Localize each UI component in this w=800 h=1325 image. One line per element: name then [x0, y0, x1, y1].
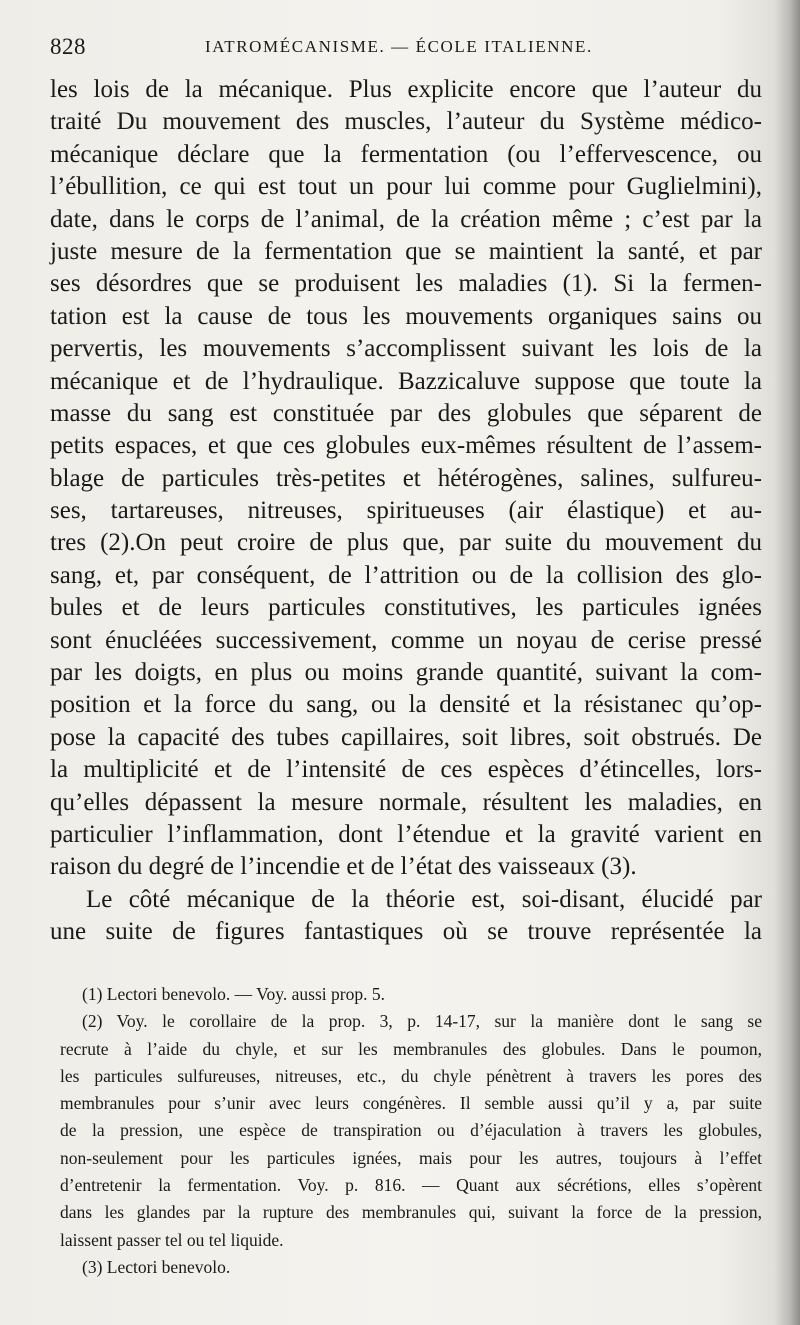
body-line: traité Du mouvement des muscles, l’auteur du Système médico- — [50, 108, 762, 136]
body-line: l’ébullition, ce qui est tout un pour lui comme pour Guglielmini), — [50, 173, 762, 201]
running-head: IATROMÉCANISME. — ÉCOLE ITALIENNE. — [205, 37, 593, 56]
footnote-line: membranules pour s’unir avec leurs congénères. Il semble aussi qu’il y a, par suite — [60, 1093, 762, 1114]
body-line: la multiplicité et de l’intensité de ces espèces d’étincelles, lors- — [50, 756, 762, 784]
body-line: masse du sang est constituée par des globules que séparent de — [50, 399, 762, 427]
body-line: pervertis, les mouvements s’accomplissent suivant les lois de la — [50, 335, 762, 363]
page-header — [50, 34, 760, 64]
body-line: date, dans le corps de l’animal, de la création même ; c’est par la — [50, 205, 762, 233]
body-line: par les doigts, en plus ou moins grande quantité, suivant la com- — [50, 659, 762, 687]
body-line: ses, tartareuses, nitreuses, spiritueuses (air élastique) et au- — [50, 497, 762, 525]
footnotes — [60, 981, 762, 1281]
page-number: 828 — [50, 34, 86, 59]
footnote-line: (2) Voy. le corollaire de la prop. 3, p. 14-17, sur la manière dont le sang se — [82, 1011, 762, 1032]
body-line: sang, et, par conséquent, de l’attrition ou de la collision des glo- — [50, 561, 762, 589]
footnote-line: (1) Lectori benevolo. — Voy. aussi prop. 5. — [82, 984, 385, 1004]
body-line: une suite de figures fantastiques où se trouve représentée la — [50, 918, 762, 946]
body-line: Le côté mécanique de la théorie est, soi-disant, élucidé par — [86, 885, 762, 913]
body-line: les lois de la mécanique. Plus explicite encore que l’auteur du — [50, 76, 762, 103]
footnote-line: les particules sulfureuses, nitreuses, etc., du chyle pénètrent à travers les pores des — [60, 1065, 762, 1086]
body-line: ses désordres que se produisent les maladies (1). Si la fermen- — [50, 270, 762, 298]
footnote-line: (3) Lectori benevolo. — [82, 1256, 231, 1277]
footnote-line: recrute à l’aide du chyle, et sur les membranules des globules. Dans le poumon, — [60, 1038, 762, 1059]
body-line: mécanique et de l’hydraulique. Bazzicaluve suppose que toute la — [50, 367, 762, 395]
footnote-line: dans les glandes par la rupture des membranules qui, suivant la force de la pression, — [60, 1202, 762, 1223]
body-line: raison du degré de l’incendie et de l’état des vaisseaux (3). — [50, 853, 637, 881]
body-line: position et la force du sang, ou la densité et la résistanec qu’op- — [50, 691, 762, 719]
binding-shadow — [774, 0, 800, 1325]
body-line: tation est la cause de tous les mouvements organiques sains ou — [50, 302, 762, 330]
body-line: bules et de leurs particules constitutives, les particules ignées — [50, 594, 762, 622]
body-line: blage de particules très-petites et hétérogènes, salines, sulfureu- — [50, 464, 762, 492]
footnote-line: de la pression, une espèce de transpiration ou d’éjaculation à travers les globules, — [60, 1120, 762, 1141]
body-line: sont énucléées successivement, comme un noyau de cerise pressé — [50, 626, 762, 654]
body-text — [50, 74, 762, 949]
body-line: tres (2).On peut croire de plus que, par suite du mouvement du — [50, 529, 762, 557]
body-line: pose la capacité des tubes capillaires, soit libres, soit obstrués. De — [50, 723, 762, 751]
footnote-line: non-seulement pour les particules ignées, mais pour les autres, toujours à l’effet — [60, 1147, 762, 1168]
footnote-line: laissent passer tel ou tel liquide. — [60, 1229, 284, 1250]
footnote-line: d’entretenir la fermentation. Voy. p. 816. — Quant aux sécrétions, elles s’opèrent — [60, 1175, 762, 1196]
body-line: juste mesure de la fermentation que se maintient la santé, et par — [50, 237, 762, 265]
body-line: qu’elles dépassent la mesure normale, résultent les maladies, en — [50, 788, 762, 816]
body-line: petits espaces, et que ces globules eux-mêmes résultent de l’assem- — [50, 432, 762, 460]
body-line: mécanique déclare que la fermentation (ou l’effervescence, ou — [50, 140, 762, 168]
body-line: particulier l’inflammation, dont l’étendue et la gravité varient en — [50, 820, 762, 848]
